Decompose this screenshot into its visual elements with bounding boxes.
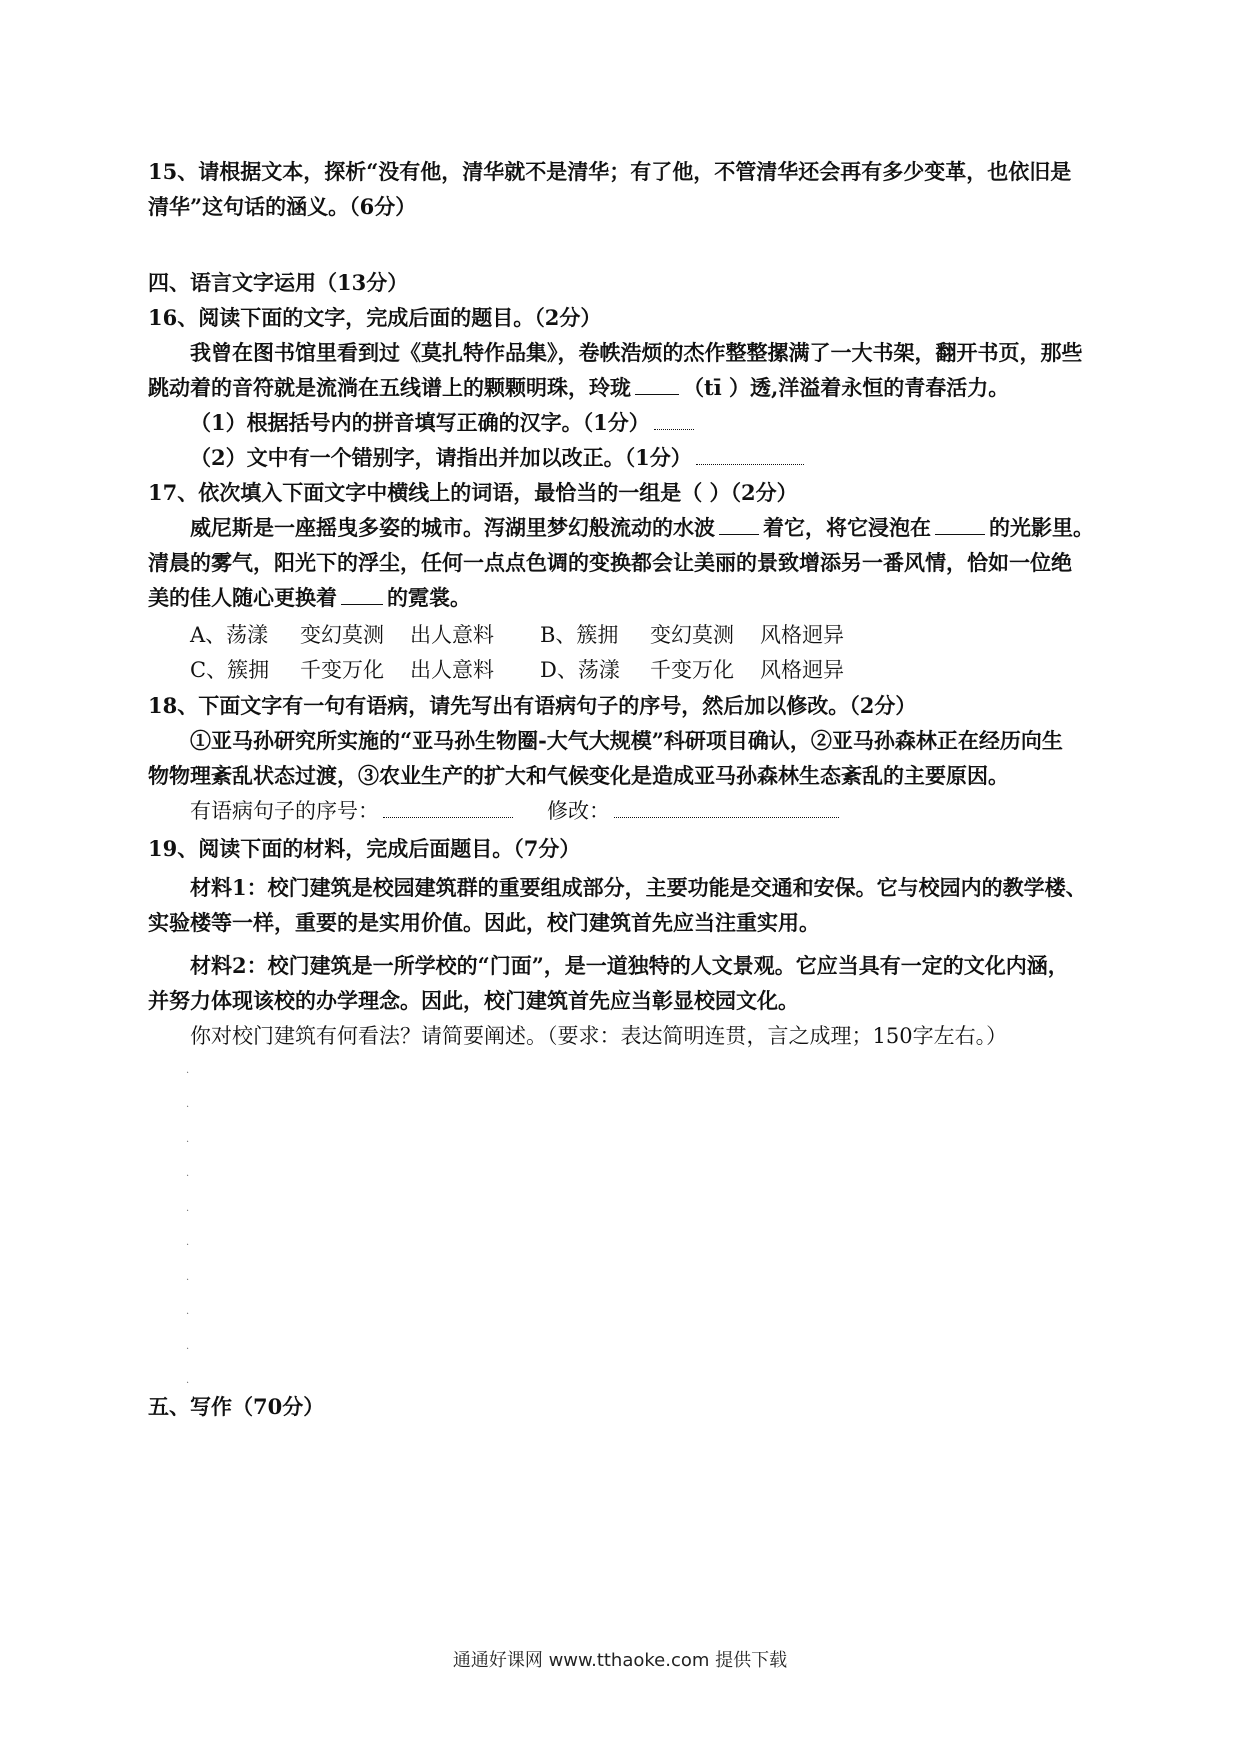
section-5-heading: 五、写作（70分） — [148, 1394, 325, 1419]
q17-text-c: 的光影里。 — [989, 515, 1094, 540]
q19-stem: 19、阅读下面的材料，完成后面题目。（7分） — [148, 836, 581, 861]
q16-sub-1-answer-line[interactable] — [654, 409, 694, 430]
q17-option-a-word-3: 出人意料 — [410, 623, 494, 647]
q18-fix-answer-line[interactable] — [614, 797, 839, 818]
q17-text-e: 的霓裳。 — [387, 585, 471, 610]
q16-sub-1-text: （1）根据括号内的拼音填写正确的汉字。（1分） — [190, 410, 650, 435]
q17-blank-3[interactable] — [341, 584, 383, 605]
q17-option-c-word-2: 千变万化 — [300, 658, 384, 682]
q16-passage-line-1: 我曾在图书馆里看到过《莫扎特作品集》，卷帙浩烦的杰作整整摞满了一大书架，翻开书页，那些 — [190, 340, 1083, 365]
q16-blank[interactable] — [635, 374, 679, 395]
answer-area-mark: · — [186, 1171, 190, 1182]
q19-material-2-line-1: 材料2：校门建筑是一所学校的“门面”，是一道独特的人文景观。它应当具有一定的文化内涵， — [190, 953, 1069, 978]
q17-option-c-word-3: 出人意料 — [410, 658, 494, 682]
q17-options-row-2 — [190, 655, 1150, 685]
q19-prompt: 你对校门建筑有何看法？请简要阐述。（要求：表达简明连贯，言之成理；150字左右。） — [190, 1024, 1008, 1048]
q19-material-1-line-2: 实验楼等一样，重要的是实用价值。因此，校门建筑首先应当注重实用。 — [148, 910, 820, 935]
q16-sub-2 — [190, 443, 1150, 473]
answer-area-mark: · — [186, 1275, 190, 1286]
answer-area-mark: · — [186, 1378, 190, 1389]
q18-stem: 18、下面文字有一句有语病，请先写出有语病句子的序号，然后加以修改。（2分） — [148, 693, 917, 718]
q19-material-2-line-2: 并努力体现该校的办学理念。因此，校门建筑首先应当彰显校园文化。 — [148, 988, 799, 1013]
q15-line-1: 15、请根据文本，探析“没有他，清华就不是清华；有了他，不管清华还会再有多少变革，也依旧是 — [148, 159, 1072, 184]
answer-area-mark: · — [186, 1344, 190, 1355]
q17-passage-line-1 — [190, 513, 1150, 543]
q17-option-d-word-2: 千变万化 — [650, 658, 734, 682]
q17-text-d: 美的佳人随心更换着 — [148, 585, 337, 610]
q17-option-b-word-1[interactable]: B、簇拥 — [540, 623, 619, 647]
q17-blank-2[interactable] — [935, 514, 985, 535]
q16-passage-text-a: 跳动着的音符就是流淌在五线谱上的颗颗明珠，玲珑 — [148, 375, 631, 400]
q17-passage-line-2: 清晨的雾气，阳光下的浮尘，任何一点点色调的变换都会让美丽的景致增添另一番风情，恰如一位绝 — [148, 550, 1072, 575]
q16-stem: 16、阅读下面的文字，完成后面的题目。（2分） — [148, 305, 602, 330]
q16-passage-text-b: （tī ）透,洋溢着永恒的青春活力。 — [683, 375, 1010, 400]
q17-option-a-word-2: 变幻莫测 — [300, 623, 384, 647]
q18-passage-line-1: ①亚马孙研究所实施的“亚马孙生物圈-大气大规模”科研项目确认，②亚马孙森林正在经历向生 — [190, 728, 1063, 753]
q17-option-b-word-2: 变幻莫测 — [650, 623, 734, 647]
answer-area-mark: · — [186, 1206, 190, 1217]
page-footer: 通通好课网 www.tthaoke.com 提供下载 — [452, 1650, 788, 1671]
answer-area-mark: · — [186, 1137, 190, 1148]
q16-passage-line-2 — [148, 373, 1108, 403]
q18-passage-line-2: 物物理紊乱状态过渡，③农业生产的扩大和气候变化是造成亚马孙森林生态紊乱的主要原因。 — [148, 763, 1009, 788]
q17-text-a: 威尼斯是一座摇曳多姿的城市。泻湖里梦幻般流动的水波 — [190, 515, 715, 540]
q17-option-d-word-3: 风格迥异 — [760, 658, 844, 682]
q19-material-1-line-1: 材料1：校门建筑是校园建筑群的重要组成部分，主要功能是交通和安保。它与校园内的教学楼、 — [190, 875, 1087, 900]
q17-stem: 17、依次填入下面文字中横线上的词语，最恰当的一组是（ ）（2分） — [148, 480, 798, 505]
q18-fix-label: 修改： — [547, 799, 610, 823]
q18-sequence-label: 有语病句子的序号： — [190, 799, 379, 823]
q16-sub-2-answer-line[interactable] — [696, 444, 804, 465]
q17-text-b: 着它，将它浸泡在 — [763, 515, 931, 540]
q17-passage-line-3 — [148, 583, 1108, 613]
q17-options-row-1 — [190, 620, 1150, 650]
answer-area-mark: · — [186, 1068, 190, 1079]
q17-option-a-word-1[interactable]: A、荡漾 — [190, 623, 269, 647]
answer-area-mark: · — [186, 1102, 190, 1113]
section-4-heading: 四、语言文字运用（13分） — [148, 270, 409, 295]
q17-blank-1[interactable] — [719, 514, 759, 535]
q17-option-c-word-1[interactable]: C、簇拥 — [190, 658, 270, 682]
q17-option-b-word-3: 风格迥异 — [760, 623, 844, 647]
q18-sequence-answer-line[interactable] — [383, 797, 513, 818]
answer-area-mark: · — [186, 1240, 190, 1251]
q15-line-2: 清华”这句话的涵义。（6分） — [148, 194, 417, 219]
q18-answer-row — [190, 796, 1150, 826]
q17-option-d-word-1[interactable]: D、荡漾 — [540, 658, 620, 682]
q16-sub-2-text: （2）文中有一个错别字，请指出并加以改正。（1分） — [190, 445, 692, 470]
q16-sub-1 — [190, 408, 1150, 438]
answer-area-mark: · — [186, 1309, 190, 1320]
